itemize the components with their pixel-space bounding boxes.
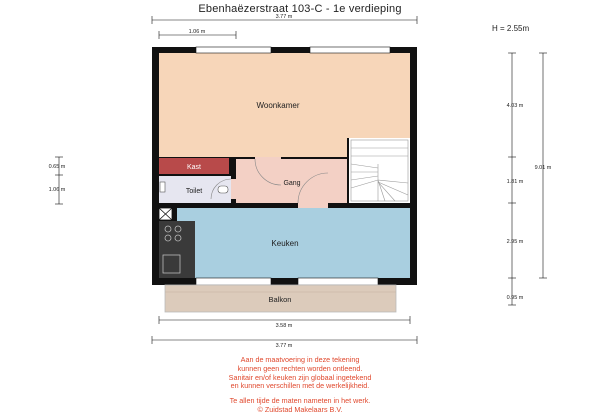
disclaimer-line: Aan de maatvoering in deze tekening bbox=[240, 355, 360, 364]
dim-left-lower: 1.06 m bbox=[48, 187, 66, 193]
disclaimer bbox=[120, 356, 480, 415]
dim-bottom-total: 3.77 m bbox=[275, 343, 293, 349]
wall-keuken bbox=[159, 203, 410, 208]
label-kast: Kast bbox=[186, 164, 202, 171]
wall-stairs bbox=[347, 138, 349, 203]
label-gang: Gang bbox=[283, 180, 301, 187]
dim-top-partial: 1.06 m bbox=[188, 29, 206, 35]
dim-top-total: 3.77 m bbox=[275, 14, 293, 20]
dim-right-total: 9.01 m bbox=[534, 165, 552, 171]
label-woonkamer: Woonkamer bbox=[256, 101, 300, 110]
window-bottom-2 bbox=[298, 278, 378, 285]
window-bottom-1 bbox=[196, 278, 271, 285]
dim-right-3: 2.95 m bbox=[506, 239, 524, 245]
window-top-2 bbox=[310, 47, 390, 53]
disclaimer-line: Te allen tijde de maten nameten in het werk. bbox=[229, 396, 371, 406]
disclaimer-line: © Zuidstad Makelaars B.V. bbox=[257, 404, 343, 414]
kitchen-counter bbox=[159, 221, 195, 278]
disclaimer-line: en kunnen verschillen met de werkelijkheid. bbox=[230, 381, 370, 391]
dim-right-1: 4.03 m bbox=[506, 103, 524, 109]
dim-bottom-inner: 3.58 m bbox=[275, 323, 293, 329]
ceiling-height: H = 2.55m bbox=[492, 24, 530, 33]
disclaimer-line: Sanitair en/of keuken zijn globaal ingetekend bbox=[228, 372, 372, 382]
dim-right-4: 0.95 m bbox=[506, 295, 524, 301]
door-toilet-opening bbox=[231, 179, 236, 199]
door-gang-opening bbox=[298, 203, 328, 208]
disclaimer-line: kunnen geen rechten worden ontleend. bbox=[237, 363, 363, 373]
toilet-bowl bbox=[218, 186, 228, 193]
wall-woonkamer-gang bbox=[229, 157, 349, 159]
label-keuken: Keuken bbox=[271, 239, 299, 248]
dim-left-upper: 0.65 m bbox=[48, 164, 66, 170]
wall-kast-toilet bbox=[159, 174, 231, 176]
door-woonkamer-opening bbox=[255, 157, 281, 159]
dim-right-2: 1.81 m bbox=[506, 179, 524, 185]
toilet-washbasin bbox=[160, 182, 165, 192]
label-toilet: Toilet bbox=[185, 188, 203, 195]
plan-title: Ebenhaëzerstraat 103-C - 1e verdieping bbox=[198, 3, 402, 15]
label-balkon: Balkon bbox=[268, 295, 292, 304]
window-top-1 bbox=[196, 47, 271, 53]
